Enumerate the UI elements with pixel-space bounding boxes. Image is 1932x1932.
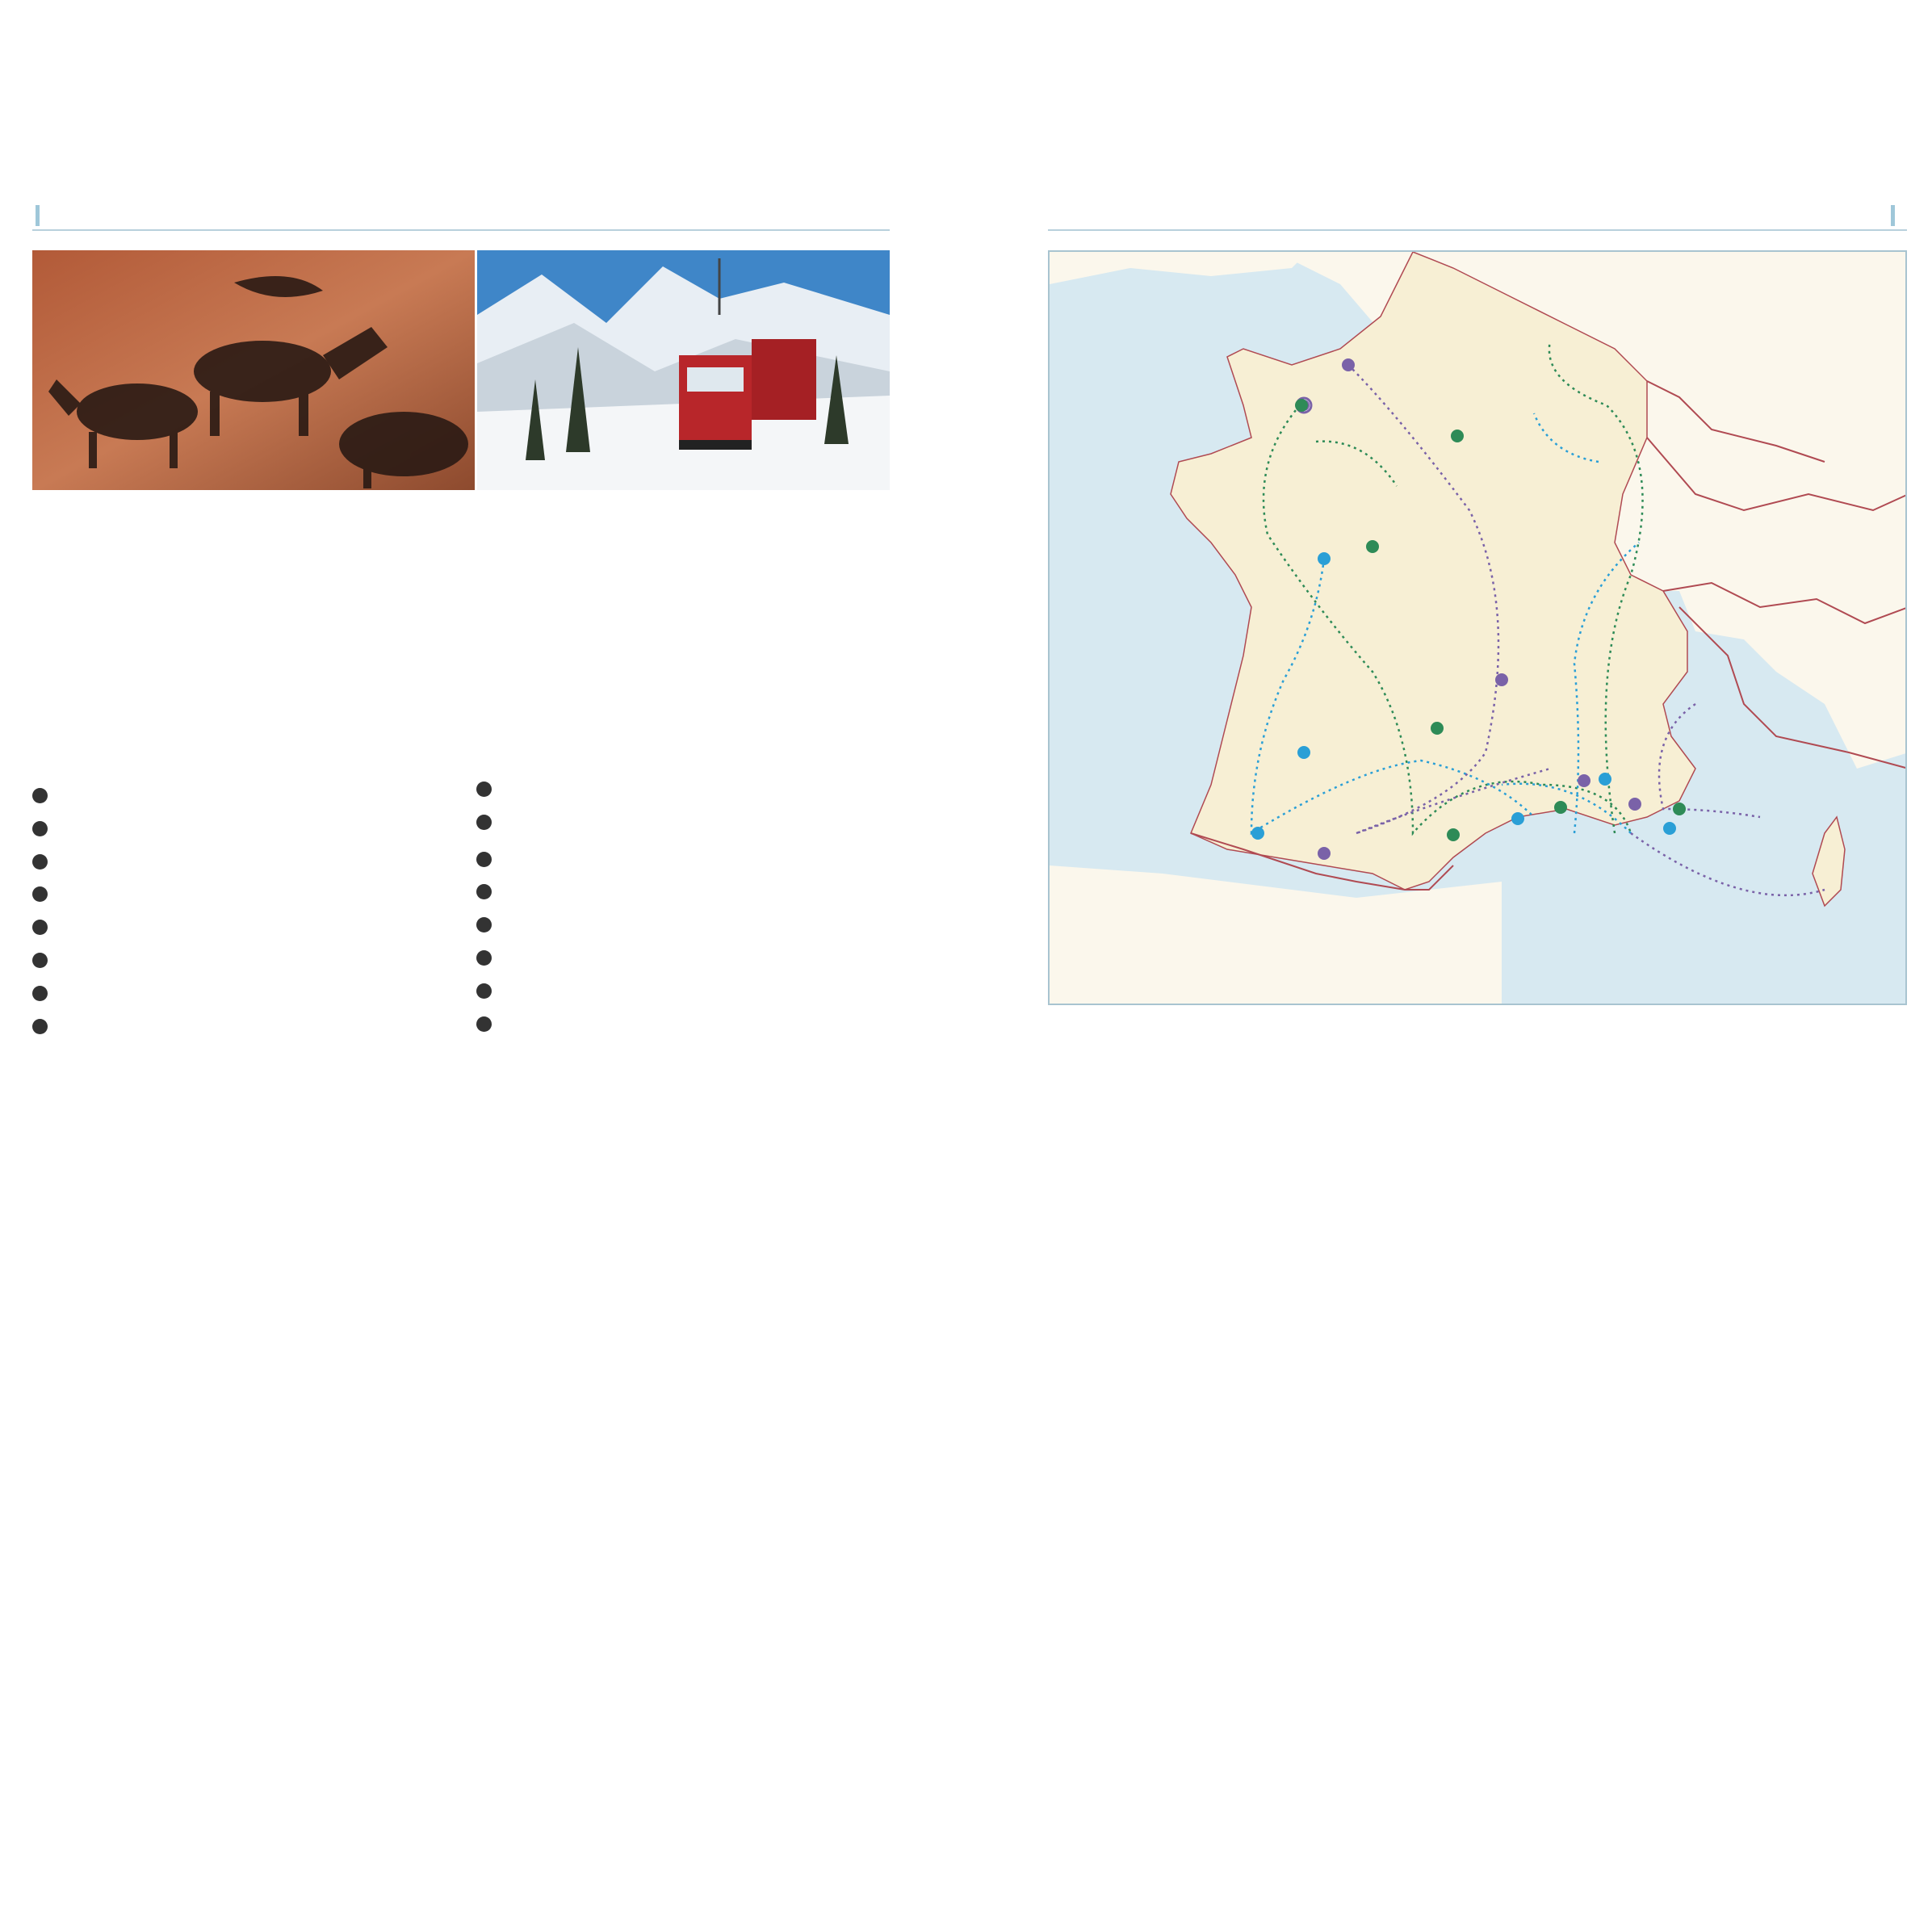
list-item: [32, 853, 452, 878]
column-2: [476, 780, 892, 1047]
list-item: [476, 982, 892, 1008]
list-item: [32, 951, 452, 977]
header-bar-left: [36, 205, 40, 226]
list-item: [476, 949, 892, 974]
list-item: [476, 916, 892, 941]
list-item: [32, 984, 452, 1010]
list-item: [32, 918, 452, 944]
header-bar-right: [1891, 205, 1895, 226]
column-grand-tour: [32, 778, 452, 1050]
list-item: [476, 780, 892, 806]
list-item: [32, 885, 452, 911]
list-item: [32, 1017, 452, 1043]
list-item: [32, 819, 452, 845]
france-itinerary-map: [1048, 250, 1907, 1005]
list-item: [476, 1015, 892, 1041]
list-item: [32, 786, 452, 812]
alpine-train-photo: [477, 250, 890, 490]
header-rule-right: [1048, 229, 1907, 231]
list-item: [476, 850, 892, 876]
cave-painting-photo: [32, 250, 475, 490]
header-rule-left: [32, 229, 890, 231]
list-item: [476, 813, 892, 839]
list-item: [476, 882, 892, 908]
